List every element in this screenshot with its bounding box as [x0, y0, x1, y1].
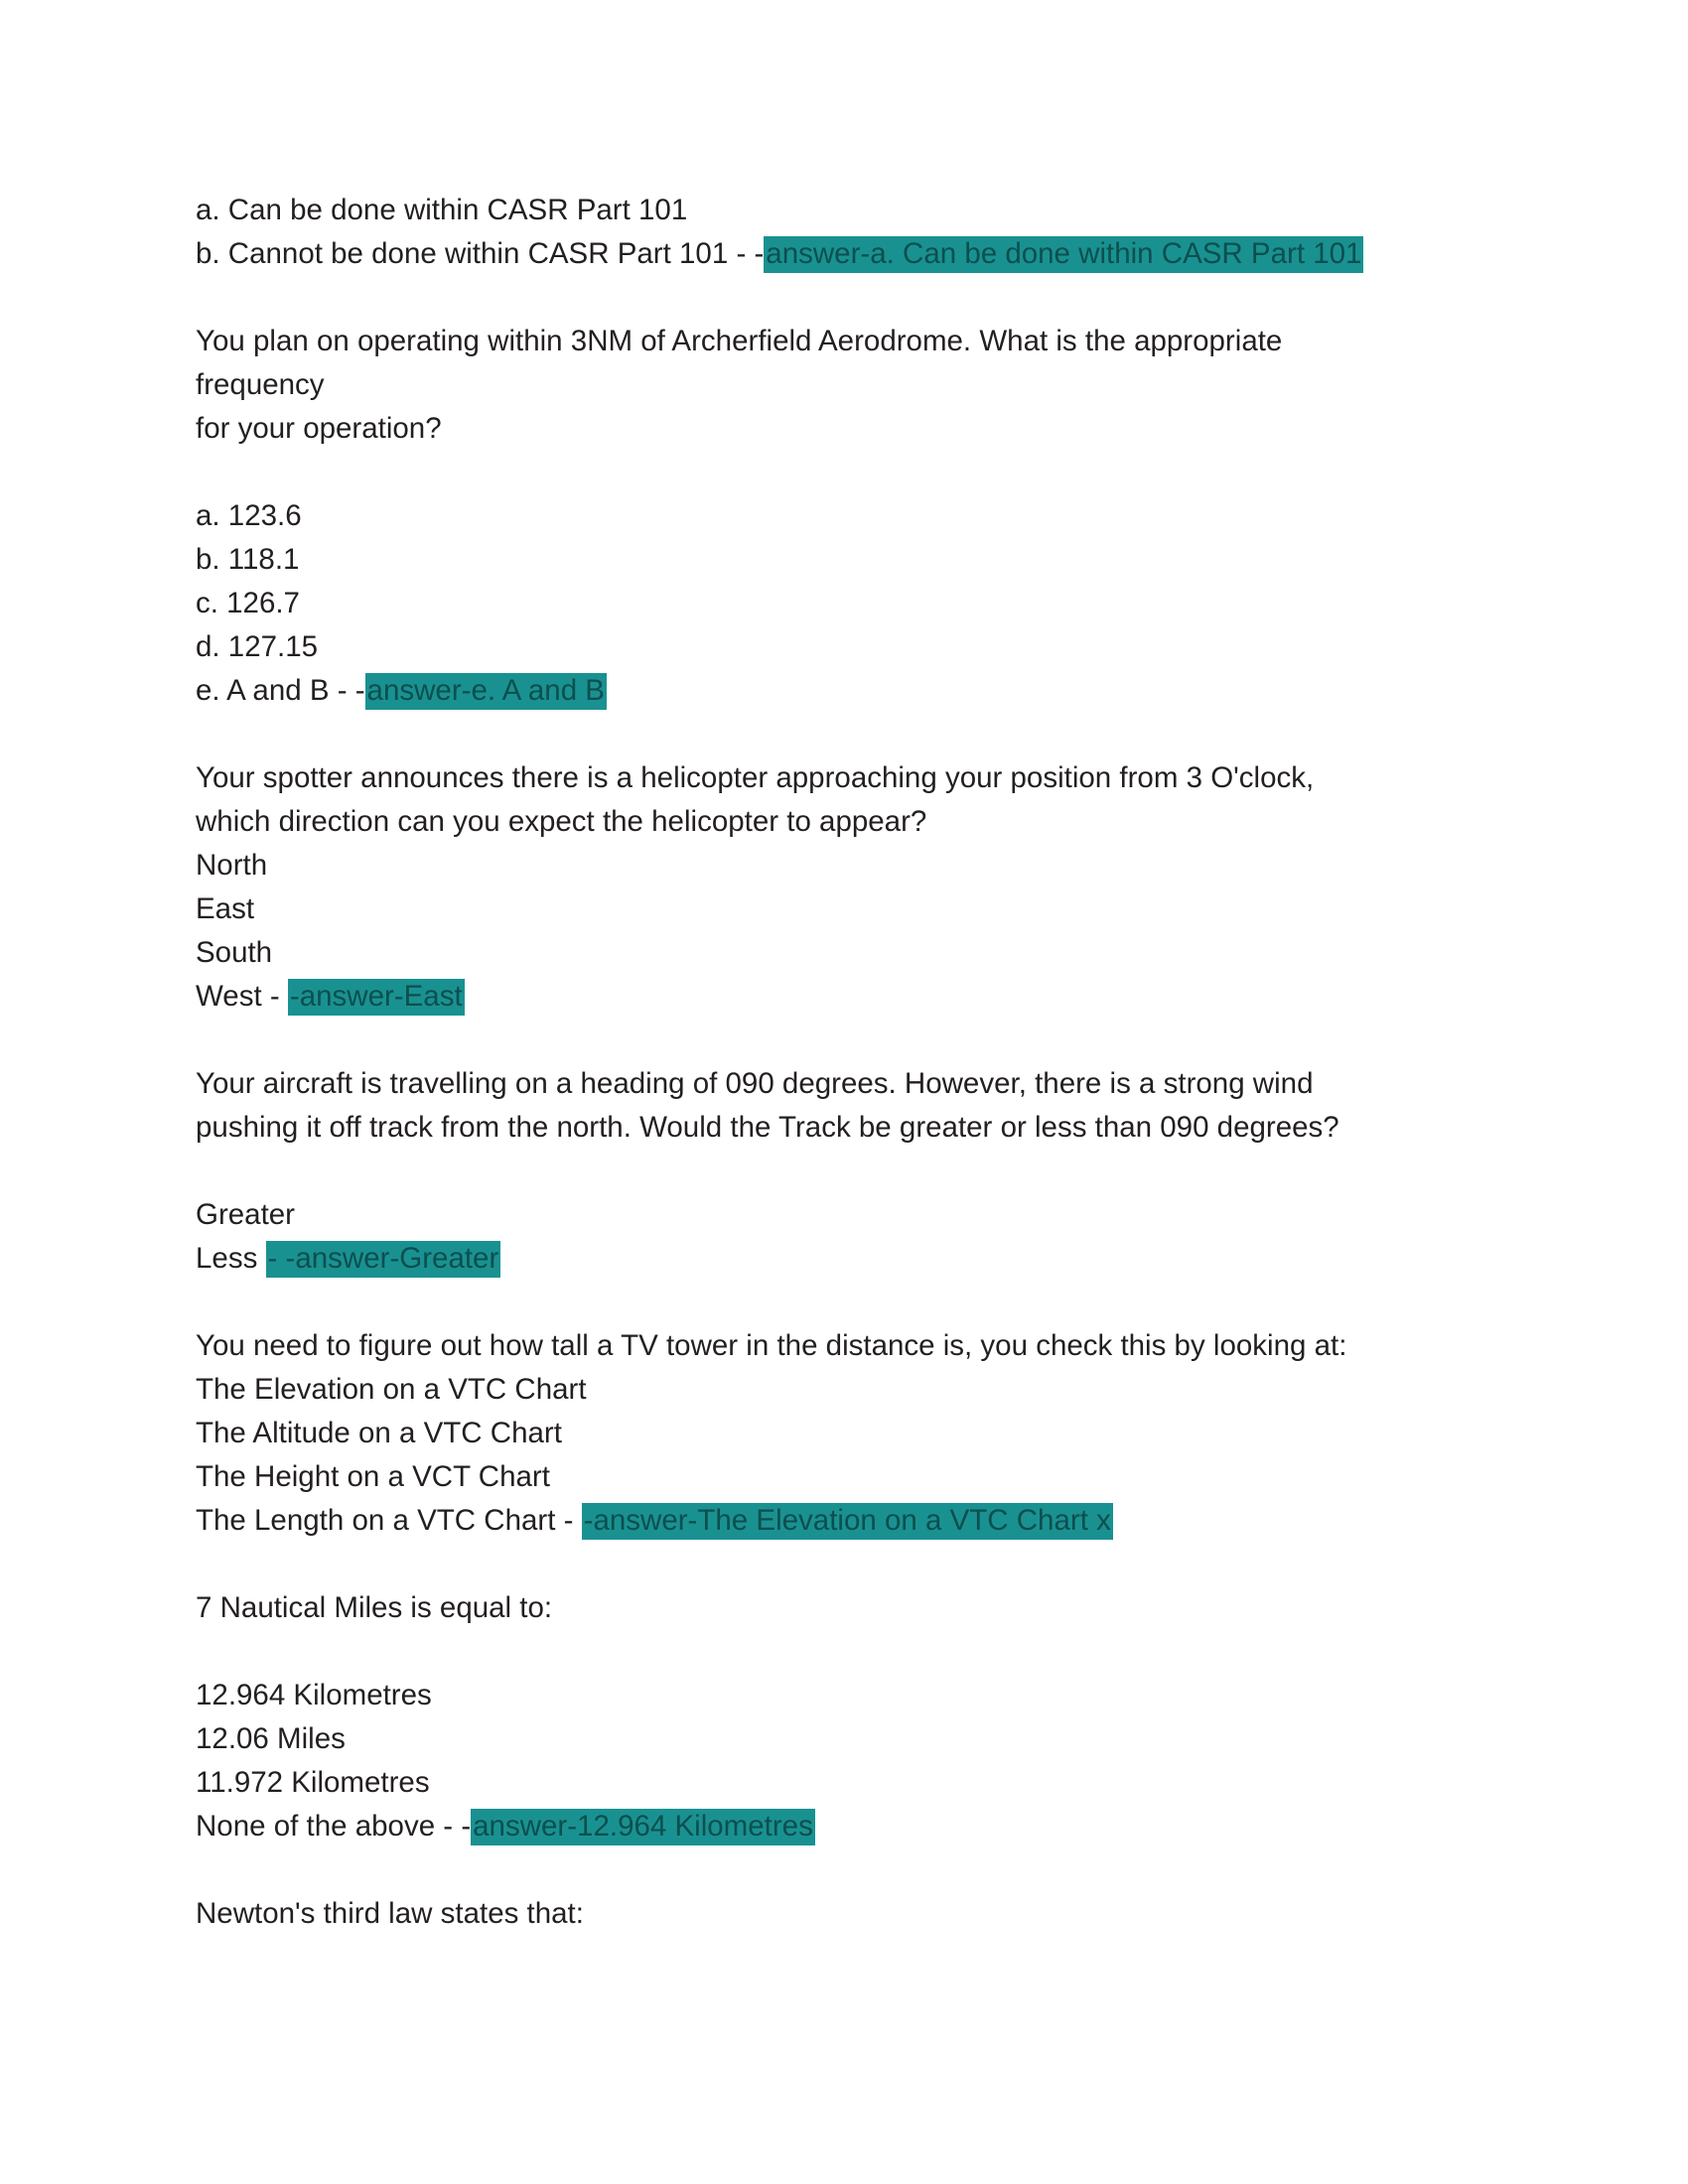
line-text: Newton's third law states that: — [196, 1897, 584, 1930]
line-text: East — [196, 892, 255, 925]
line-text: The Elevation on a VTC Chart — [196, 1373, 587, 1406]
highlighted-answer: answer-a. Can be done within CASR Part 101 — [764, 236, 1363, 273]
line-text: which direction can you expect the helicopter to appear? — [196, 805, 927, 838]
line-text: Less — [196, 1242, 266, 1275]
text-block — [196, 320, 1489, 451]
line-text: for your operation? — [196, 412, 442, 445]
text-line — [196, 975, 1489, 1019]
line-text: d. 127.15 — [196, 630, 319, 663]
text-line — [196, 800, 1489, 844]
text-line — [196, 1412, 1489, 1455]
line-text: 12.964 Kilometres — [196, 1679, 432, 1711]
line-text: Your aircraft is travelling on a heading of 090 degrees. However, there is a strong wind — [196, 1067, 1314, 1100]
text-block — [196, 189, 1489, 276]
line-text: 12.06 Miles — [196, 1722, 346, 1755]
text-line — [196, 407, 1489, 451]
line-text: The Height on a VCT Chart — [196, 1460, 550, 1493]
line-text: Greater — [196, 1198, 296, 1231]
text-block — [196, 494, 1489, 713]
text-line — [196, 363, 1489, 407]
text-line — [196, 1193, 1489, 1237]
text-line — [196, 1062, 1489, 1106]
text-line — [196, 1499, 1489, 1543]
text-line — [196, 320, 1489, 363]
line-text: 7 Nautical Miles is equal to: — [196, 1591, 553, 1624]
highlighted-answer: answer-12.964 Kilometres — [471, 1809, 815, 1845]
highlighted-answer: -answer-The Elevation on a VTC Chart x — [582, 1503, 1113, 1540]
text-line — [196, 931, 1489, 975]
document-body — [196, 189, 1489, 1936]
line-text: None of the above - - — [196, 1810, 472, 1843]
text-line — [196, 538, 1489, 582]
line-text: frequency — [196, 368, 325, 401]
line-text: 11.972 Kilometres — [196, 1766, 430, 1799]
text-line — [196, 1237, 1489, 1281]
line-text: The Length on a VTC Chart - — [196, 1504, 582, 1537]
text-line — [196, 1586, 1489, 1630]
text-line — [196, 1324, 1489, 1368]
line-text: South — [196, 936, 273, 969]
text-line — [196, 1761, 1489, 1805]
line-text: e. A and B - - — [196, 674, 365, 707]
text-line — [196, 1805, 1489, 1848]
text-block — [196, 1062, 1489, 1150]
text-line — [196, 1674, 1489, 1717]
text-block — [196, 756, 1489, 1019]
text-block — [196, 1586, 1489, 1630]
text-block — [196, 1193, 1489, 1281]
text-block — [196, 1674, 1489, 1848]
line-text: b. Cannot be done within CASR Part 101 - - — [196, 237, 765, 270]
text-line — [196, 1717, 1489, 1761]
text-line — [196, 625, 1489, 669]
text-line — [196, 669, 1489, 713]
line-text: You need to figure out how tall a TV tower in the distance is, you check this by looking at: — [196, 1329, 1347, 1362]
text-line — [196, 844, 1489, 887]
text-line — [196, 756, 1489, 800]
line-text: Your spotter announces there is a helicopter approaching your position from 3 O'clock, — [196, 761, 1315, 794]
text-line — [196, 1455, 1489, 1499]
line-text: a. Can be done within CASR Part 101 — [196, 194, 688, 226]
text-line — [196, 494, 1489, 538]
text-line — [196, 887, 1489, 931]
text-line — [196, 189, 1489, 232]
line-text: pushing it off track from the north. Would the Track be greater or less than 090 degrees? — [196, 1111, 1339, 1144]
line-text: a. 123.6 — [196, 499, 302, 532]
text-line — [196, 1892, 1489, 1936]
text-line — [196, 582, 1489, 625]
line-text: West - — [196, 980, 288, 1013]
text-line — [196, 232, 1489, 276]
line-text: c. 126.7 — [196, 587, 300, 619]
text-line — [196, 1368, 1489, 1412]
line-text: North — [196, 849, 268, 882]
highlighted-answer: - -answer-Greater — [266, 1241, 501, 1278]
line-text: b. 118.1 — [196, 543, 300, 576]
text-block — [196, 1892, 1489, 1936]
text-block — [196, 1324, 1489, 1543]
line-text: You plan on operating within 3NM of Archerfield Aerodrome. What is the appropriate — [196, 325, 1283, 357]
highlighted-answer: answer-e. A and B — [365, 673, 607, 710]
highlighted-answer: -answer-East — [288, 979, 465, 1016]
text-line — [196, 1106, 1489, 1150]
line-text: The Altitude on a VTC Chart — [196, 1417, 562, 1449]
